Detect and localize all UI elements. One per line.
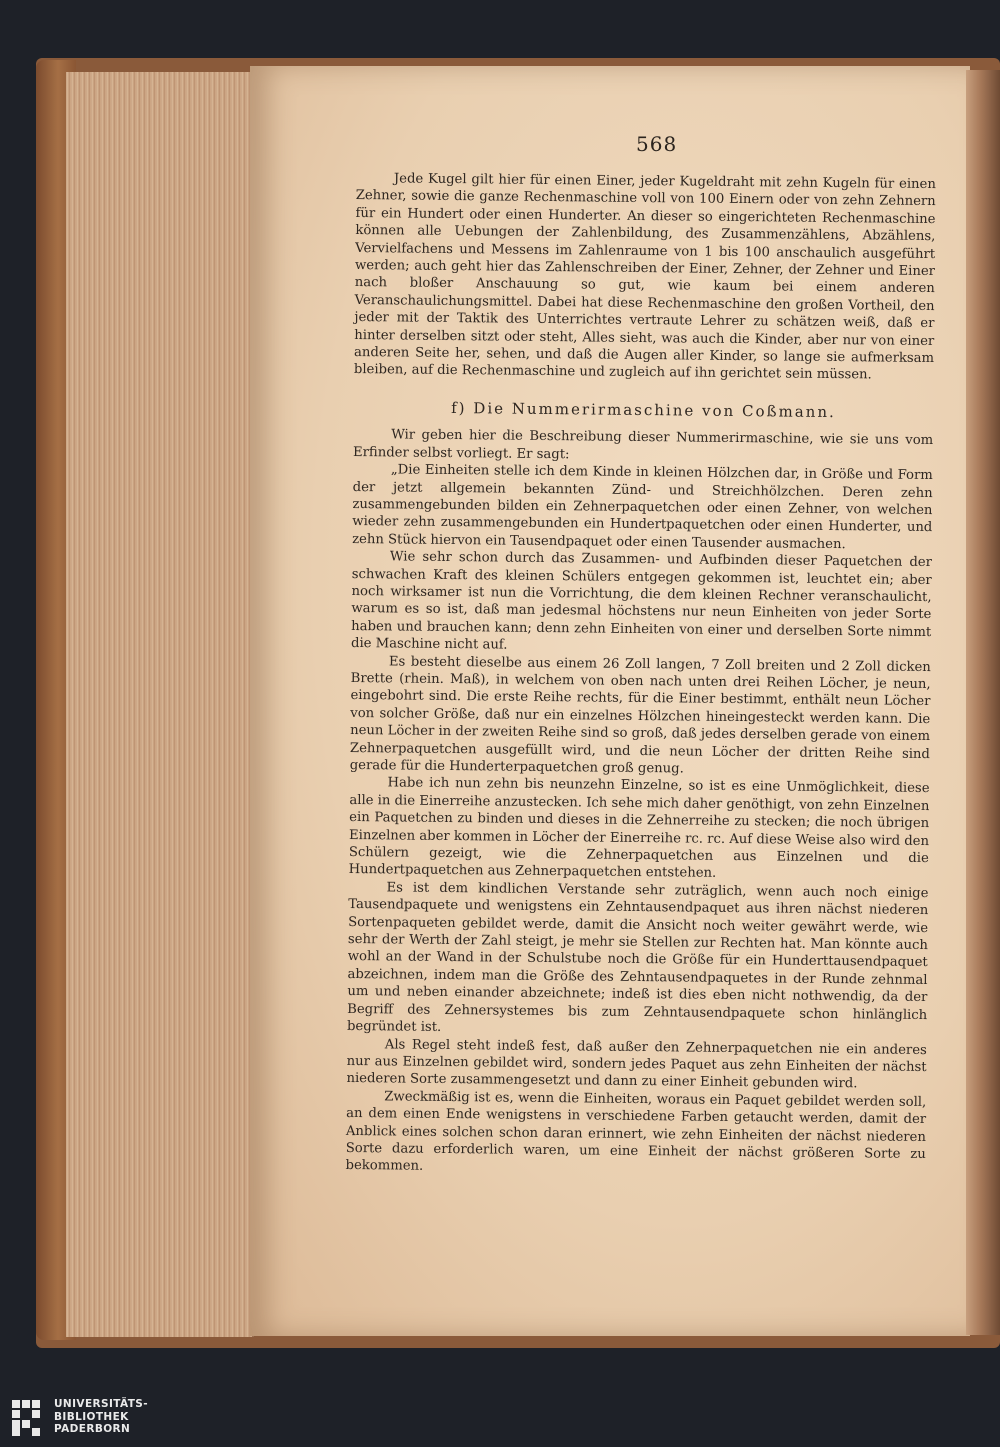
- paragraph: Habe ich nun zehn bis neunzehn Einzelne, so ist es eine Unmöglichkeit, diese alle in die Einerreihe anzustecken. Ich sehe mich daher genöthigt, von zehn Einzelnen ein Paquetchen zu binden und dieses in die Zehnerreihe zu stecken; die noch übrigen Einzelnen aber kommen in Löcher der Einerreihe rc. rc. Auf diese Weise also wird den Schülern gezeigt, wie die Zehnerpaquetchen aus Einzelnen und die Hundertpaquetchen aus Zehnerpaquetchen entstehen.: [348, 775, 930, 882]
- paragraph: Zweckmäßig ist es, wenn die Einheiten, woraus ein Paquet gebildet werden soll, an dem einen Ende wenigstens in verschiedene Farben getaucht werden, damit der Anblick eines solchen schon daran erinnert, wie zehn Einheiten der nächst niederen Sorte dazu erforderlich waren, um eine Einheit der nächst größeren Sorte zu bekommen.: [345, 1089, 927, 1175]
- library-logo-text: UNIVERSITÄTS- BIBLIOTHEK PADERBORN: [54, 1398, 149, 1435]
- library-logo: [12, 1398, 192, 1438]
- page-edges-left: [66, 72, 254, 1337]
- paragraph: „Die Einheiten stelle ich dem Kinde in kleinen Hölzchen dar, in Größe und Form der jetzt allgemein bekannten Zünd- und Streichhölzchen. Deren zehn zusammengebunden bilden ein Zehnerpaquetchen oder einen Zehner, von welchen wieder zehn zusammengebunden ein Hundertpaquetchen oder einen Hunderter, und zehn Stück hiervon ein Tausendpaquet oder einen Tausender ausmachen.: [352, 462, 933, 552]
- section-heading: f) Die Nummerirmaschine von Coßmann.: [451, 398, 836, 421]
- page-number: 568: [636, 132, 678, 156]
- paragraph-intro: Jede Kugel gilt hier für einen Einer, jeder Kugeldraht mit zehn Kugeln für einen Zehner, sowie die ganze Rechenmaschine voll von 100 Einern oder von zehn Zehnern für ein Hundert oder einen Hunderter. An dieser so eingerichteten Rechenmaschine können alle Uebungen der Zahlenbildung, des Zusammenzählens, Abzählens, Vervielfachens und Messens im Zahlenraume von 1 bis 100 anschaulich ausgeführt werden; auch geht hier das Zahlenschreiben der Einer, Zehner, der Zehner und Einer nach bloßer Anschauung so gut, wie kaum bei einem anderen Veranschaulichungsmittel. Dabei hat diese Rechenmaschine den großen Vortheil, den jeder mit der Taktik des Unterrichtes vertraute Lehrer zu schätzen weiß, daß er hinter derselben sitzt oder steht, Alles sieht, was auch die Kinder, aber nur von einer anderen Seite her, sehen, und daß die Augen aller Kinder, so lange sie aufmerksam bleiben, auf die Rechenmaschine und zugleich auf ihn gerichtet sein müssen.: [353, 171, 936, 383]
- page-edges-right: [966, 70, 1000, 1335]
- paragraph: Es ist dem kindlichen Verstande sehr zuträglich, wenn auch noch einige Tausendpaquete und wenigstens ein Zehntausendpaquet aus ihren nächst niederen Sortenpaqueten gebildet werde, damit die Ansicht noch weiter gewährt werde, wie sehr der Werth der Zahl steigt, je mehr sie Stellen zur Rechten hat. Man könnte auch wohl an der Wand in der Schulstube noch die Größe für ein Hunderttausendpaquet abzeichnen, indem man die Größe des Zehntausendpaquetes in der Runde zehnmal um und neben einander abzeichnete; indeß ist dies eben nicht nothwendig, da der Begriff des Zehnersystemes bis zum Zehntausendpaquete schon hinlänglich begründet ist.: [346, 880, 929, 1036]
- paragraph: Es besteht dieselbe aus einem 26 Zoll langen, 7 Zoll breiten und 2 Zoll dicken Brette (rhein. Maß), in welchem von oben nach unten drei Reihen Löcher, je neun, eingebohrt sind. Die erste Reihe rechts, für die Einer bestimmt, enthält neun Löcher von solcher Größe, daß nur ein einzelnes Hölzchen hineingesteckt werden kann. Die neun Löcher in der zweiten Reihe sind so groß, daß jedes derselben gerade von einem Zehnerpaquetchen ausgefüllt wird, und die neun Löcher der dritten Reihe sind gerade für die Hunderterpaquetchen groß genug.: [349, 653, 931, 777]
- page-text: [345, 170, 935, 1181]
- paragraph: Als Regel steht indeß fest, daß außer den Zehnerpaquetchen nie ein anderes nur aus Einzelnen gebildet wird, sondern jedes Paquet aus zehn Einheiten der nächst niederen Sorte zusammengesetzt und dann zu einer Einheit gebunden wird.: [346, 1036, 927, 1092]
- paragraph: Wie sehr schon durch das Zusammen- und Aufbinden dieser Paquetchen der schwachen Kraft des kleinen Schülers entgegen gekommen ist, leuchtet ein; aber noch wirksamer ist nun die Vorrichtung, die dem kleinen Rechner veranschaulicht, warum es so ist, daß man jedesmal höchstens nur neun Einheiten von jeder Sorte haben und brauchen kann; denn zehn Einheiten von einer und derselben Sorte nimmt die Maschine nicht auf.: [350, 549, 932, 653]
- library-logo-icon: [12, 1400, 48, 1436]
- paragraph: Wir geben hier die Beschreibung dieser Nummerirmaschine, wie sie uns vom Erfinder selbst vorliegt. Er sagt:: [352, 427, 934, 462]
